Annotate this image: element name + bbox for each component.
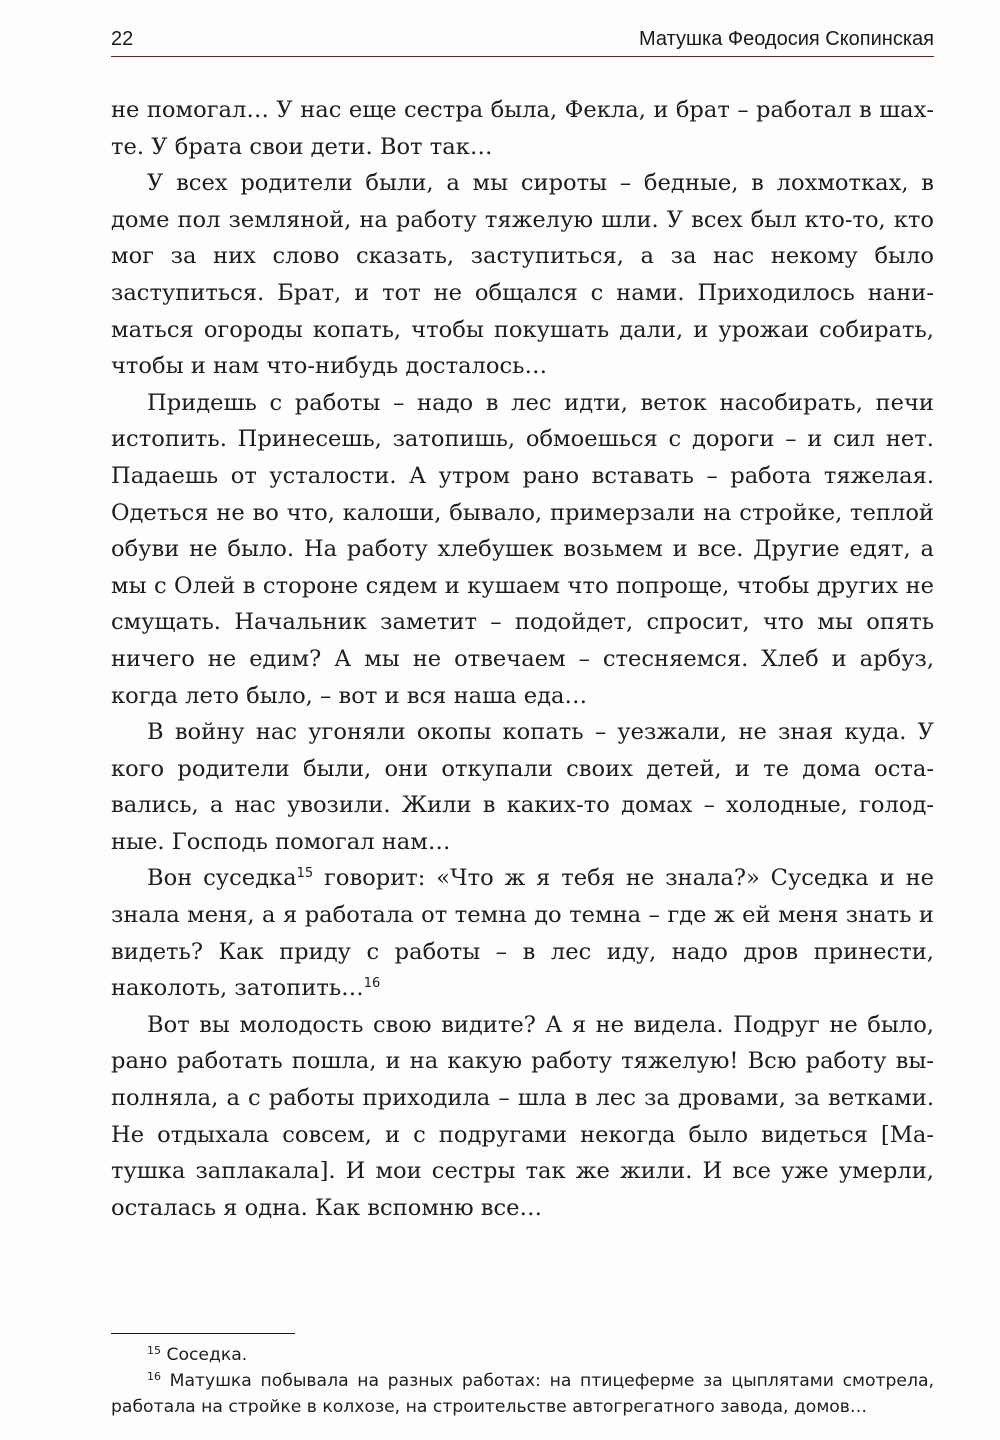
footnotes <box>111 1342 934 1420</box>
main-text <box>111 92 934 1226</box>
paragraph-4: В войну нас угоняли окопы копать – уезжали, не зная куда. У кого родители были, они откупали своих детей, и те дома оставались, а нас увозили. Жили в каких-то домах – холодные, голодные. Господь помогал нам… <box>111 719 934 855</box>
paragraph-1: не помогал… У нас еще сестра была, Фекла, и брат – работал в шахте. У брата свои дети. Вот так… <box>111 97 934 160</box>
paragraph-2: У всех родители были, а мы сироты – бедные, в лохмотках, в доме пол земляной, на работу тяжелую шли. У всех был кто-то, кто мог за них слово сказать, заступиться, а за нас некому было заступиться. Брат, и тот не общался с нами. Приходилось наниматься огороды копать, чтобы покушать дали, и урожаи собирать, чтобы и нам что-нибудь досталось… <box>111 170 934 380</box>
footnote-15 <box>111 1342 934 1368</box>
paragraph-5-text-after: говорит: «Что ж я тебя не знала?» Суседка и не знала меня, а я работала от темна до темна – где ж ей меня знать и видеть? Как приду с работы – в лес иду, надо дров принести, наколоть, затопить… <box>111 865 934 1002</box>
running-title: Матушка Феодосия Скопинская <box>639 28 934 50</box>
paragraph-3: Придешь с работы – надо в лес идти, веток насобирать, печи истопить. Принесешь, затопишь, обмоешься с дороги – и сил нет. Падаешь от усталости. А утром рано вставать – работа тяжелая. Одеться не во что, калоши, бывало, примерзали на стройке, теплой обуви не было. На работу хлебушек возьмем и все. Другие едят, а мы с Олей в стороне сядем и кушаем что попроще, чтобы других не смущать. Начальник заметит – подойдет, спросит, что мы опять ничего не едим? А мы не отвечаем – стесняемся. Хлеб и арбуз, когда лето было, – вот и вся наша еда… <box>111 389 934 709</box>
footnote-ref-16[interactable]: 16 <box>363 976 381 992</box>
running-header <box>111 24 934 56</box>
footnote-text: Соседка. <box>166 1345 248 1365</box>
paragraph-6: Вот вы молодость свою видите? А я не видела. Подруг не было, рано работать пошла, и на какую работу тяжелую! Всю работу выполняла, а с работы приходила – шла в лес за дровами, за ветками. Не отдыхала совсем, и с подругами некогда было видеться [Матушка заплакала]. И мои сестры так же жили. И все уже умерли, осталась я одна. Как вспомню все… <box>111 1011 934 1221</box>
header-rule <box>111 56 934 57</box>
footnote-ref-15[interactable]: 15 <box>296 866 314 882</box>
paragraph-5 <box>111 860 934 1006</box>
footnote-text: Матушка побывала на разных работах: на птицеферме за цыплятами смотрела, работала на стройке в колхозе, на строительстве автогрегатного завода, домов… <box>111 1371 934 1417</box>
footnote-separator <box>111 1333 295 1334</box>
footnote-16 <box>111 1368 934 1420</box>
page-number: 22 <box>111 28 134 50</box>
footnote-number: 15 <box>147 1343 161 1357</box>
footnote-number: 16 <box>147 1369 161 1383</box>
paragraph-5-text-before: Вон суседка <box>147 865 297 892</box>
